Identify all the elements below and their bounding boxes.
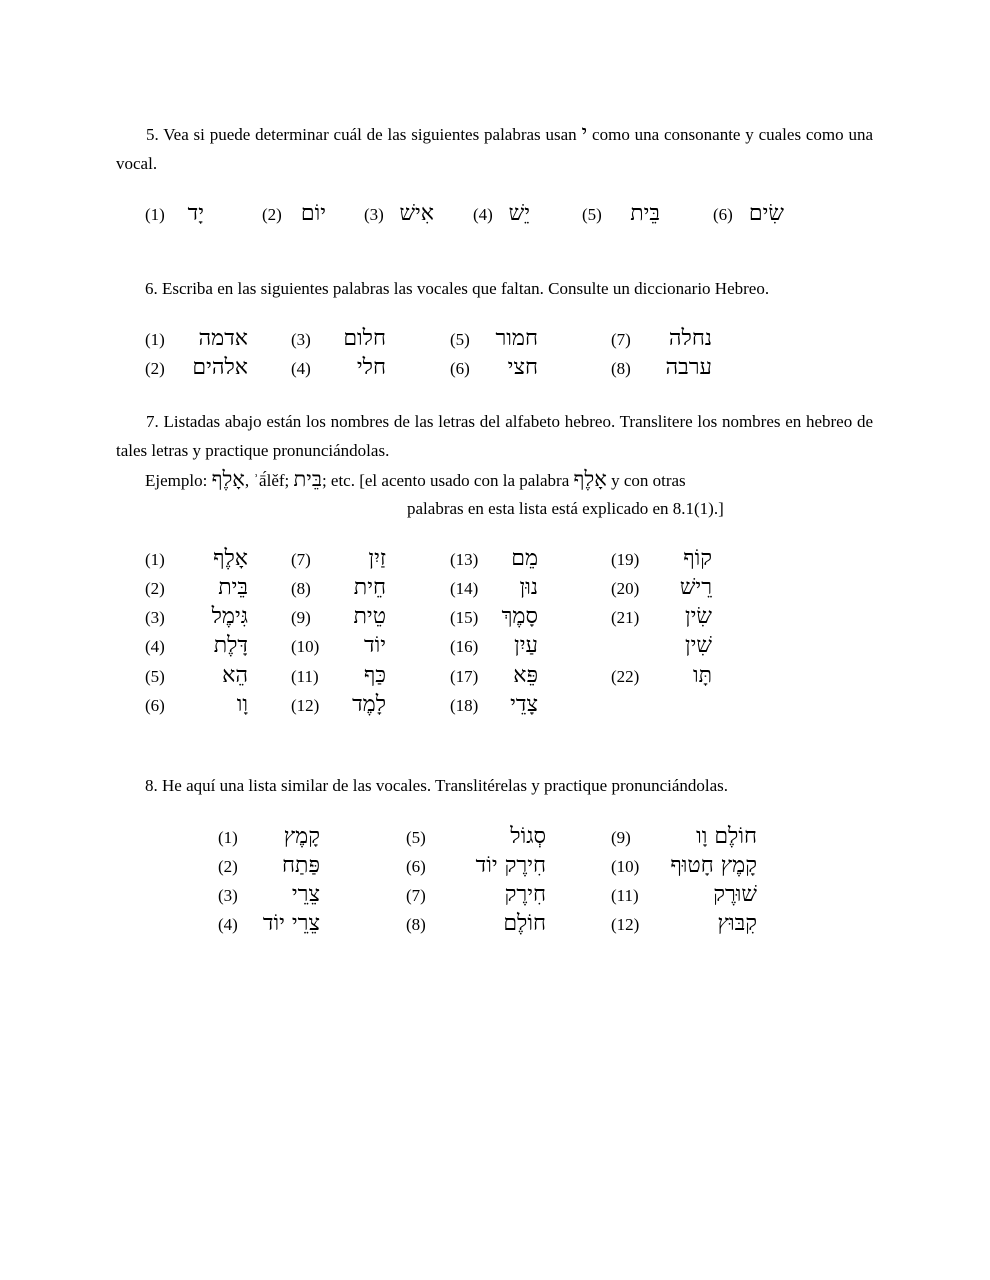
q7-item-word: דָּלֶת: [213, 633, 248, 658]
q8-item-word: חוֹלֶם: [503, 911, 546, 936]
q6-item-number: (2): [145, 359, 165, 378]
q8-item-number: (10): [611, 857, 640, 876]
q6-item-word: אלהים: [192, 355, 248, 380]
q8-item-word: קָמֶץ: [283, 824, 320, 849]
q5-item-number: (5): [582, 205, 602, 224]
q8-item-number: (6): [406, 857, 426, 876]
q6-item-word: חלי: [356, 355, 386, 380]
q5-item-word: יוֹם: [300, 201, 326, 226]
q7-example-mid: ; etc. [el acento usado con la palabra: [321, 471, 574, 490]
q5-item-word: בֵּית: [630, 201, 660, 226]
q7-item-word: אָלֶף: [213, 546, 248, 571]
q7-item-word: רֵישׁ: [679, 575, 712, 600]
q7-item-word: בֵּית: [218, 575, 248, 600]
q8-item-number: (9): [611, 828, 631, 847]
q7-example-translit: , ʾā́lěf;: [244, 471, 294, 490]
q7-item-word: פֵּא: [513, 663, 538, 688]
q8-item-number: (12): [611, 915, 640, 934]
q6-item-word: חלום: [343, 326, 386, 351]
q6-item-number: (3): [291, 330, 311, 349]
q7-item-number: (7): [291, 550, 311, 569]
q8-item-word: פַּתַח: [282, 853, 320, 878]
q7-item-word: לָמֶד: [352, 692, 386, 717]
q7-example: [145, 465, 875, 495]
q8-item-word: סְגוֹל: [510, 824, 546, 849]
q8-item-number: (11): [611, 886, 639, 905]
q8-item-number: (4): [218, 915, 238, 934]
q7-item-number: (6): [145, 696, 165, 715]
q8-item-word: צֵרֵי יוֹד: [262, 911, 320, 936]
q6-item-word: חצי: [507, 355, 538, 380]
q6-item-number: (5): [450, 330, 470, 349]
q7-item-number: (2): [145, 579, 165, 598]
q7-item-number: (13): [450, 550, 479, 569]
q7-item-number: (8): [291, 579, 311, 598]
q5-paragraph: [116, 119, 873, 178]
q8-item-number: (3): [218, 886, 238, 905]
q5-item-number: (6): [713, 205, 733, 224]
q7-item-word: וָו: [236, 692, 248, 717]
q5-yod-letter: י: [581, 121, 588, 146]
q8-item-word: חוֹלֶם וָו: [696, 824, 757, 849]
q7-item-word: כַּף: [363, 663, 386, 688]
q7-item-number: (21): [611, 608, 640, 627]
q7-item-word: הֵא: [222, 663, 248, 688]
q5-item-word: יָד: [187, 201, 204, 226]
q7-example-line2: palabras en esta lista está explicado en 8.1(1).]: [407, 499, 724, 518]
q7-item-word: נוּן: [519, 575, 538, 600]
q7-paragraph: [116, 407, 873, 465]
q7-item-number: (14): [450, 579, 479, 598]
q7-text: 7. Listadas abajo están los nombres de las letras del alfabeto hebreo. Translitere los nombres en hebreo de tales letras y practique pronunciándolas.: [116, 412, 873, 460]
q8-paragraph: 8. He aquí una lista similar de las vocales. Translitérelas y practique pronunciándolas.: [145, 776, 729, 795]
q7-item-word: עַיִן: [514, 633, 538, 658]
q7-item-word: יוֹד: [364, 633, 386, 658]
q7-item-number: (4): [145, 637, 165, 656]
q5-item-number: (3): [364, 205, 384, 224]
q5-text-before: 5. Vea si puede determinar cuál de las siguientes palabras usan: [146, 125, 582, 144]
q6-item-number: (8): [611, 359, 631, 378]
q7-item-number: (10): [291, 637, 320, 656]
q6-item-number: (1): [145, 330, 165, 349]
q7-item-number: (19): [611, 550, 640, 569]
q6-item-number: (7): [611, 330, 631, 349]
q5-item-number: (2): [262, 205, 282, 224]
q6-item-word: נחלה: [668, 326, 712, 351]
q6-paragraph: 6. Escriba en las siguientes palabras las vocales que faltan. Consulte un diccionario Hebreo.: [145, 279, 770, 298]
q7-item-number: (16): [450, 637, 479, 656]
q7-item-word: גִּימֶל: [211, 604, 248, 629]
q8-item-number: (5): [406, 828, 426, 847]
q5-item-number: (1): [145, 205, 165, 224]
q7-example-aleph2: אָלֶף: [573, 467, 607, 491]
q7-item-number: (3): [145, 608, 165, 627]
q7-example-bet: בֵּית: [293, 467, 322, 491]
q7-item-number: (18): [450, 696, 479, 715]
q8-item-number: (8): [406, 915, 426, 934]
q7-item-word: סָמֶךְ: [501, 604, 538, 629]
q7-item-number: (9): [291, 608, 311, 627]
q7-item-word: זַיִן: [368, 546, 386, 571]
q7-item-word: טֵית: [353, 604, 386, 629]
q7-example-label: Ejemplo:: [145, 471, 212, 490]
q7-example-aleph: אָלֶף: [211, 467, 245, 491]
q5-item-word: אִישׁ: [399, 201, 434, 226]
q8-item-number: (2): [218, 857, 238, 876]
q7-item-word: קוֹף: [683, 546, 712, 571]
q7-item-number: (22): [611, 667, 640, 686]
q6-item-number: (6): [450, 359, 470, 378]
q7-item-word: שִׁין: [685, 633, 712, 658]
q8-item-word: חִירֶק: [504, 882, 546, 907]
q5-item-word: שִׂים: [748, 201, 784, 226]
q7-item-word: חֵית: [353, 575, 386, 600]
q7-item-number: (12): [291, 696, 320, 715]
q6-item-word: חמור: [495, 326, 538, 351]
q6-item-word: אדמה: [198, 326, 248, 351]
q8-item-word: שׁוּרֶק: [713, 882, 757, 907]
q8-item-number: (1): [218, 828, 238, 847]
q8-item-word: צֵרֵי: [291, 882, 320, 907]
q6-item-number: (4): [291, 359, 311, 378]
q8-item-word: חִירֶק יוֹד: [475, 853, 546, 878]
q8-item-word: קִבּוּץ: [717, 911, 757, 936]
q7-item-word: שִׂין: [685, 604, 712, 629]
q7-item-number: (17): [450, 667, 479, 686]
q5-item-number: (4): [473, 205, 493, 224]
q8-item-word: קָמֶץ חָטוּף: [670, 853, 757, 878]
q7-item-word: צָדֵי: [510, 692, 538, 717]
q7-item-number: (15): [450, 608, 479, 627]
q8-item-number: (7): [406, 886, 426, 905]
q7-item-number: (1): [145, 550, 165, 569]
q7-example-end: y con otras: [606, 471, 686, 490]
q7-item-number: (20): [611, 579, 640, 598]
q7-item-word: תָּו: [692, 663, 712, 688]
q5-item-word: יֵשׁ: [508, 201, 530, 226]
q7-item-number: (5): [145, 667, 165, 686]
q6-item-word: ערבה: [665, 355, 712, 380]
q7-item-number: (11): [291, 667, 319, 686]
q7-item-word: מֵם: [511, 546, 538, 571]
q5-text-after: como una consonante y cuales como una vocal.: [116, 125, 873, 173]
